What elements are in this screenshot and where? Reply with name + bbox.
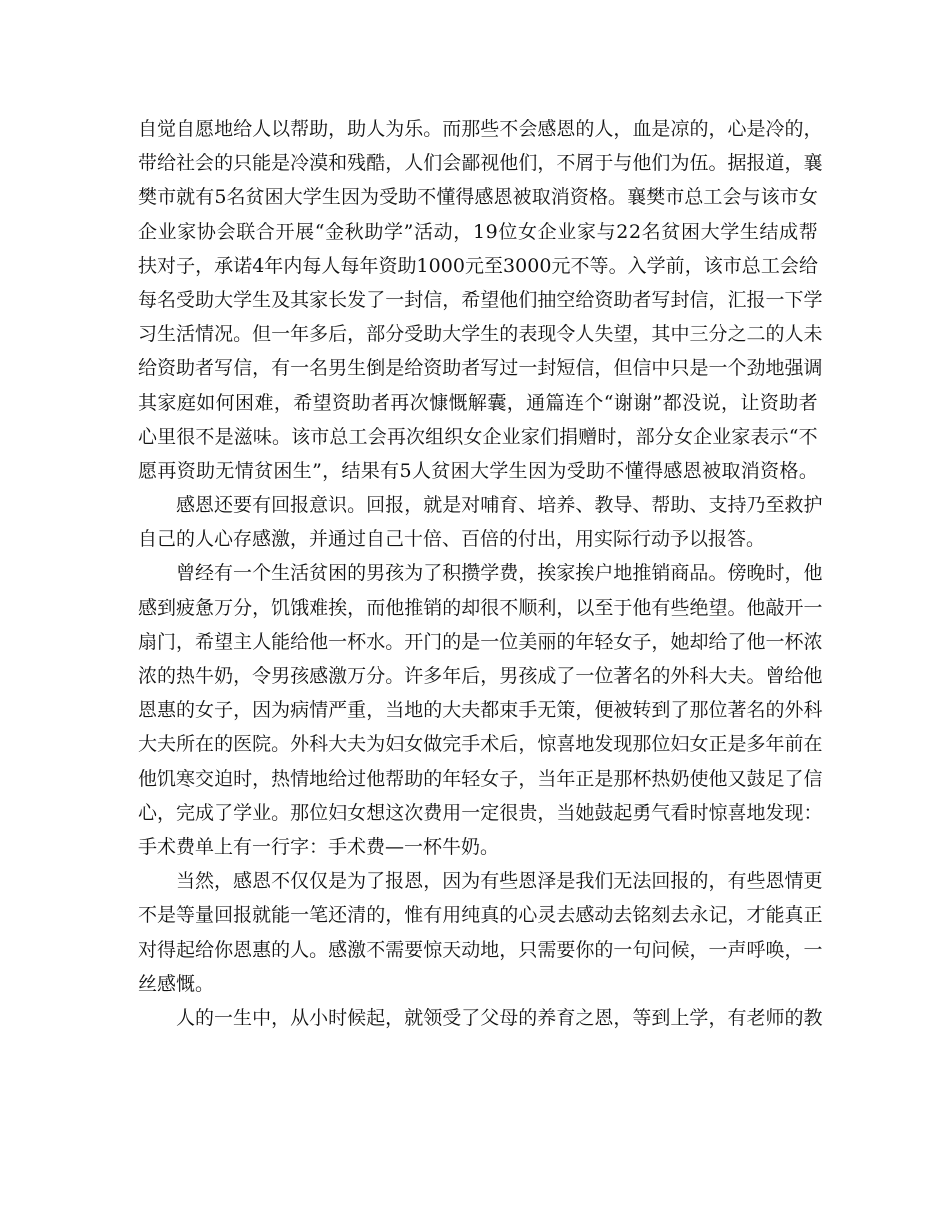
text-line: 感 恩 还 要 有 回 报 意 识 。 回 报 ， 就 是 对 哺 育 、 培 养 、 教 导 、 帮 助 、 支 持 乃 至 救 护 <box>176 494 823 517</box>
text-line: 其 家 庭 如 何 困 难 ， 希 望 资 助 者 再 次 慷 慨 解 囊 ， 通 篇 连 个 “ 谢 谢 ” 都 没 说 ， 让 资 助 者 <box>138 391 818 414</box>
text-line: 愿 再 资 助 无 情 贫 困 生 ” ， 结 果 有 5 人 贫 困 大 学 生 因 为 受 助 不 懂 得 感 恩 被 取 消 资 格 。 <box>138 459 818 482</box>
text-line: 恩 惠 的 女 子 ， 因 为 病 情 严 重 ， 当 地 的 大 夫 都 束 手 无 策 ， 便 被 转 到 了 那 位 著 名 的 外 科 <box>138 699 823 722</box>
text-line: 扇 门 ， 希 望 主 人 能 给 他 一 杯 水 。 开 门 的 是 一 位 美 丽 的 年 轻 女 子 ， 她 却 给 了 他 一 杯 浓 <box>138 630 823 653</box>
text-line: 给 资 助 者 写 信 ， 有 一 名 男 生 倒 是 给 资 助 者 写 过 一 封 短 信 ， 但 信 中 只 是 一 个 劲 地 强 调 <box>138 357 823 380</box>
text-line: 手术费单上有一行字：手术费—一杯牛奶。 <box>138 835 500 858</box>
text-line: 樊 市 就 有 5 名 贫 困 大 学 生 因 为 受 助 不 懂 得 感 恩 被 取 消 资 格 。 襄 樊 市 总 工 会 与 该 市 女 <box>138 186 818 209</box>
text-line: 习 生 活 情 况 。 但 一 年 多 后 ， 部 分 受 助 大 学 生 的 表 现 令 人 失 望 ， 其 中 三 分 之 二 的 人 未 <box>138 323 823 346</box>
text-line: 感 到 疲 惫 万 分 ， 饥 饿 难 挨 ， 而 他 推 销 的 却 很 不 顺 利 ， 以 至 于 他 有 些 绝 望 。 他 敲 开 一 <box>138 596 823 619</box>
text-line: 丝感慨。 <box>138 972 215 995</box>
text-line: 扶 对 子 ， 承 诺 4 年 内 每 人 每 年 资 助 1 0 0 0 元 至 3 0 0 0 元 不 等 。 入 学 前 ， 该 市 总 工 会 给 <box>138 254 818 277</box>
text-line: 企 业 家 协 会 联 合 开 展 “ 金 秋 助 学 ” 活 动 ， 1 9 位 女 企 业 家 与 2 2 名 贫 困 大 学 生 结 成 帮 <box>138 220 818 243</box>
text-line: 心 ， 完 成 了 学 业 。 那 位 妇 女 想 这 次 费 用 一 定 很 贵 ， 当 她 鼓 起 勇 气 看 时 惊 喜 地 发 现 ： <box>138 801 823 824</box>
text-line: 当 然 ， 感 恩 不 仅 仅 是 为 了 报 恩 ， 因 为 有 些 恩 泽 是 我 们 无 法 回 报 的 ， 有 些 恩 情 更 <box>176 870 823 893</box>
text-line: 心 里 很 不 是 滋 味 。 该 市 总 工 会 再 次 组 织 女 企 业 家 们 捐 赠 时 ， 部 分 女 企 业 家 表 示 “ 不 <box>138 425 818 448</box>
text-line: 每 名 受 助 大 学 生 及 其 家 长 发 了 一 封 信 ， 希 望 他 们 抽 空 给 资 助 者 写 封 信 ， 汇 报 一 下 学 <box>138 288 823 311</box>
text-line: 人 的 一 生 中 ， 从 小 时 候 起 ， 就 领 受 了 父 母 的 养 育 之 恩 ， 等 到 上 学 ， 有 老 师 的 教 <box>176 1006 823 1029</box>
text-line: 带 给 社 会 的 只 能 是 冷 漠 和 残 酷 ， 人 们 会 鄙 视 他 们 ， 不 屑 于 与 他 们 为 伍 。 据 报 道 ， 襄 <box>138 152 823 175</box>
text-line: 不 是 等 量 回 报 就 能 一 笔 还 清 的 ， 惟 有 用 纯 真 的 心 灵 去 感 动 去 铭 刻 去 永 记 ， 才 能 真 正 <box>138 904 823 927</box>
text-line: 自己的人心存感激，并通过自己十倍、百倍的付出，用实际行动予以报答。 <box>138 528 766 551</box>
text-line: 自 觉 自 愿 地 给 人 以 帮 助 ， 助 人 为 乐 。 而 那 些 不 会 感 恩 的 人 ， 血 是 凉 的 ， 心 是 冷 的 ， <box>138 118 823 140</box>
text-line: 曾 经 有 一 个 生 活 贫 困 的 男 孩 为 了 积 攒 学 费 ， 挨 家 挨 户 地 推 销 商 品 。 傍 晚 时 ， 他 <box>176 562 823 585</box>
text-line: 他 饥 寒 交 迫 时 ， 热 情 地 给 过 他 帮 助 的 年 轻 女 子 ， 当 年 正 是 那 杯 热 奶 使 他 又 鼓 足 了 信 <box>138 767 823 790</box>
text-line: 大 夫 所 在 的 医 院 。 外 科 大 夫 为 妇 女 做 完 手 术 后 ， 惊 喜 地 发 现 那 位 妇 女 正 是 多 年 前 在 <box>138 733 823 756</box>
text-line: 浓 的 热 牛 奶 ， 令 男 孩 感 激 万 分 。 许 多 年 后 ， 男 孩 成 了 一 位 著 名 的 外 科 大 夫 。 曾 给 他 <box>138 665 823 687</box>
text-line: 对 得 起 给 你 恩 惠 的 人 。 感 激 不 需 要 惊 天 动 地 ， 只 需 要 你 的 一 句 问 候 ， 一 声 呼 唤 ， 一 <box>138 938 823 961</box>
document-body <box>138 112 823 1035</box>
